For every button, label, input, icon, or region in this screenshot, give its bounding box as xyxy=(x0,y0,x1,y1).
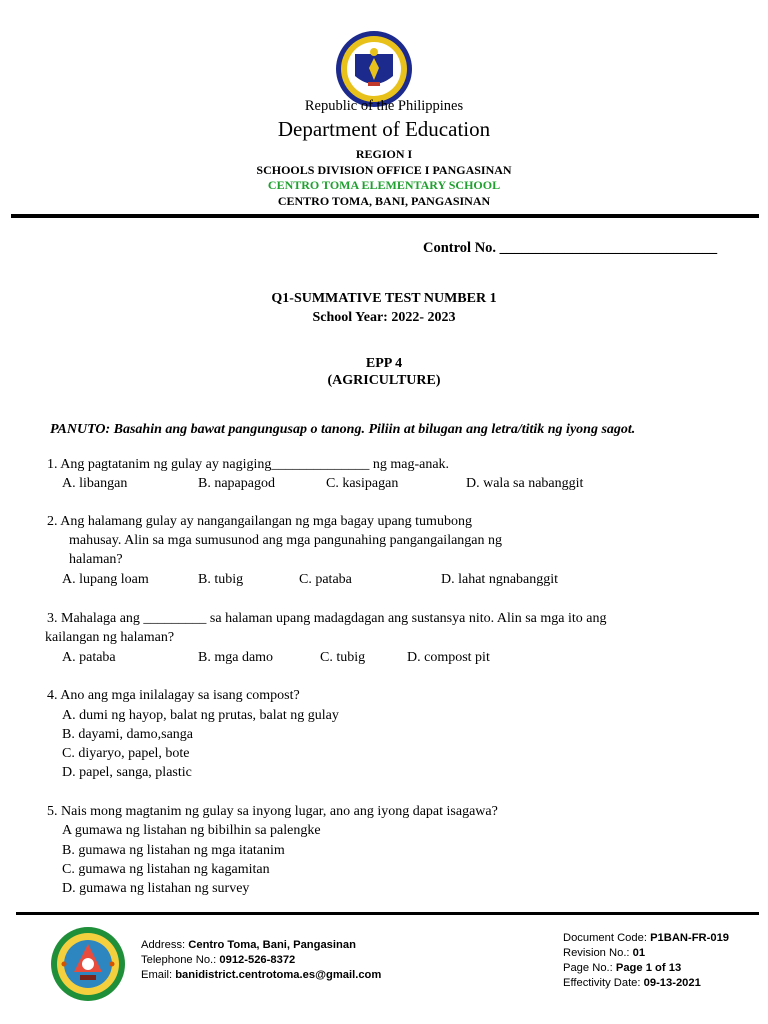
question-2-choice-c: C. pataba xyxy=(299,572,352,587)
question-4-choice-a: A. dumi ng hayop, balat ng prutas, balat ng gulay xyxy=(62,708,339,723)
footer-telephone-value: 0912-526-8372 xyxy=(219,954,296,966)
test-title: Q1-SUMMATIVE TEST NUMBER 1 xyxy=(271,291,497,306)
question-1-choice-c: C. kasipagan xyxy=(326,476,399,491)
control-number xyxy=(423,240,717,257)
question-1-choice-b: B. napapagod xyxy=(198,476,275,491)
page-label: Page No.: xyxy=(563,962,613,974)
question-2-text-line3: halaman? xyxy=(69,552,123,567)
question-1-text: 1. Ang pagtatanim ng gulay ay nagiging______________ ng mag-anak. xyxy=(47,457,450,472)
deped-seal-logo xyxy=(335,30,413,108)
control-blank: ______________________________ xyxy=(499,240,718,256)
school-year: School Year: 2022- 2023 xyxy=(312,310,456,325)
question-5-choice-b: B. gumawa ng listahan ng mga itatanim xyxy=(62,843,285,858)
footer-effectivity xyxy=(563,977,701,989)
question-5-choice-c: C. gumawa ng listahan ng kagamitan xyxy=(62,862,270,877)
question-4-choice-b: B. dayami, damo,sanga xyxy=(62,727,194,742)
question-2-text: 2. Ang halamang gulay ay nangangailangan ng mga bagay upang tumubong xyxy=(47,514,472,529)
question-3-choice-a: A. pataba xyxy=(62,650,116,665)
republic-line: Republic of the Philippines xyxy=(304,98,464,114)
question-3-text: 3. Mahalaga ang _________ sa halaman upang madagdagan ang sustansya nito. Alin sa mga ito ang xyxy=(47,611,607,626)
footer-revision xyxy=(563,947,645,959)
subject-area: (AGRICULTURE) xyxy=(327,373,441,388)
footer-address xyxy=(141,939,356,951)
header-divider xyxy=(11,214,759,218)
question-1-choice-d: D. wala sa nabanggit xyxy=(466,476,584,491)
footer-divider xyxy=(16,912,759,915)
footer-email-label: Email: xyxy=(141,969,173,981)
region-line: REGION I xyxy=(355,147,413,161)
question-3-text-line2: kailangan ng halaman? xyxy=(45,630,175,645)
page-value: Page 1 of 13 xyxy=(615,962,682,974)
question-3-choice-d: D. compost pit xyxy=(407,650,490,665)
revision-label: Revision No.: xyxy=(563,947,630,959)
footer-email-value[interactable]: banidistrict.centrotoma.es@gmail.com xyxy=(175,969,382,981)
question-2-choice-d: D. lahat ngnabanggit xyxy=(441,572,559,587)
question-4-text: 4. Ano ang mga inilalagay sa isang compost? xyxy=(47,688,300,703)
doc-code-label: Document Code: xyxy=(563,932,647,944)
department-title: Department of Education xyxy=(277,117,491,141)
doc-code-value: P1BAN-FR-019 xyxy=(650,932,730,944)
division-line: SCHOOLS DIVISION OFFICE I PANGASINAN xyxy=(256,163,512,177)
footer-document-code xyxy=(563,932,729,944)
question-4-choice-d: D. papel, sanga, plastic xyxy=(62,765,192,780)
question-1-choice-a: A. libangan xyxy=(62,476,128,491)
question-2-text-line2: mahusay. Alin sa mga sumusunod ang mga pangunahing pangangailangan ng xyxy=(69,533,503,548)
effectivity-value: 09-13-2021 xyxy=(643,977,701,989)
school-address: CENTRO TOMA, BANI, PANGASINAN xyxy=(277,194,491,208)
footer-telephone xyxy=(141,954,295,966)
footer-address-value: Centro Toma, Bani, Pangasinan xyxy=(188,939,356,951)
question-4-choice-c: C. diyaryo, papel, bote xyxy=(62,746,190,761)
effectivity-label: Effectivity Date: xyxy=(563,977,641,989)
footer-email xyxy=(141,969,381,981)
school-seal-logo xyxy=(50,926,126,1002)
question-5-text: 5. Nais mong magtanim ng gulay sa inyong lugar, ano ang iyong dapat isagawa? xyxy=(47,804,498,819)
subject: EPP 4 xyxy=(365,356,403,371)
control-label: Control No. xyxy=(423,240,497,256)
question-5-choice-a: A gumawa ng listahan ng bibilhin sa palengke xyxy=(62,823,321,838)
question-5-choice-d: D. gumawa ng listahan ng survey xyxy=(62,881,250,896)
footer-address-label: Address: xyxy=(141,939,186,951)
question-3-choice-c: C. tubig xyxy=(320,650,366,665)
revision-value: 01 xyxy=(632,947,646,959)
footer-telephone-label: Telephone No.: xyxy=(141,954,217,966)
instructions: PANUTO: Basahin ang bawat pangungusap o tanong. Piliin at bilugan ang letra/titik ng iyong sagot. xyxy=(50,422,636,437)
question-3-choice-b: B. mga damo xyxy=(198,650,274,665)
footer-page-number xyxy=(563,962,681,974)
question-2-choice-b: B. tubig xyxy=(198,572,244,587)
question-2-choice-a: A. lupang loam xyxy=(62,572,149,587)
school-name: CENTRO TOMA ELEMENTARY SCHOOL xyxy=(267,178,501,192)
